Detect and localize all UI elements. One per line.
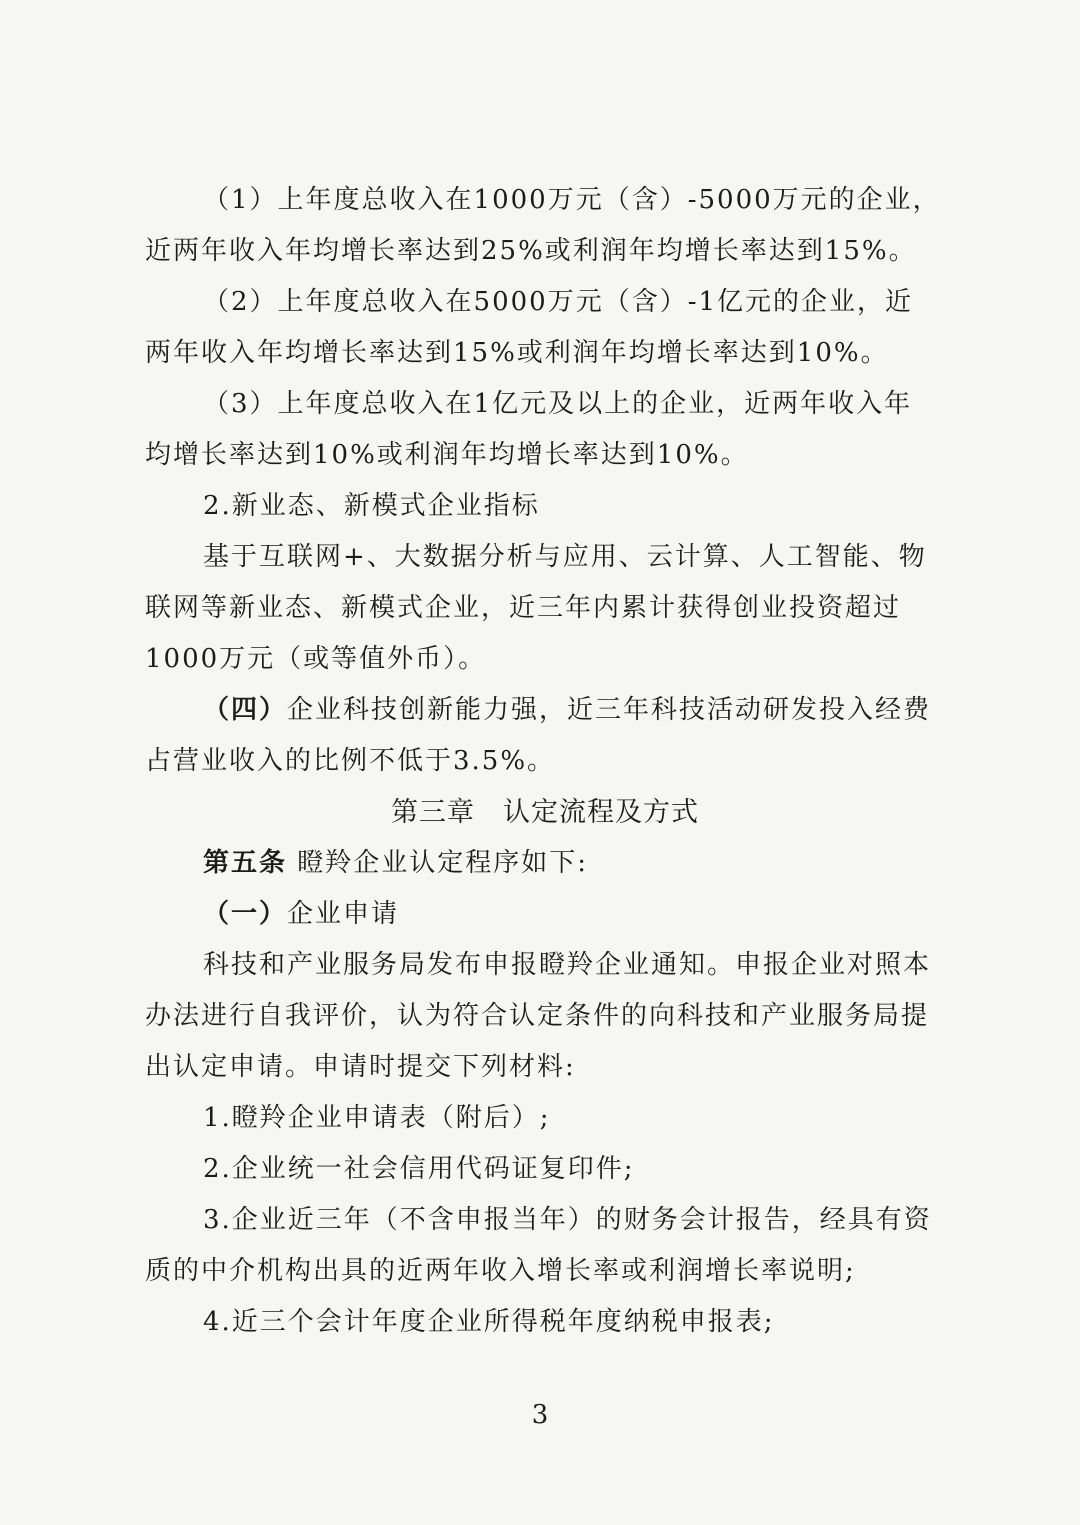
chapter-title: 认定流程及方式 bbox=[503, 797, 699, 828]
text-line: 基于互联网+、大数据分析与应用、云计算、人工智能、物 bbox=[203, 542, 927, 572]
page-number: 3 bbox=[531, 1400, 549, 1430]
text-line: 联网等新业态、新模式企业，近三年内累计获得创业投资超过 bbox=[145, 593, 902, 623]
list-item: 2.企业统一社会信用代码证复印件; bbox=[203, 1154, 635, 1184]
text-line: 办法进行自我评价，认为符合认定条件的向科技和产业服务局提 bbox=[145, 1001, 930, 1031]
section-four-text: 企业科技创新能力强，近三年科技活动研发投入经费 bbox=[287, 695, 932, 725]
article-five-label: 第五条 bbox=[203, 848, 288, 878]
text-line: （3）上年度总收入在1亿元及以上的企业，近两年收入年 bbox=[203, 389, 913, 419]
text-line: 科技和产业服务局发布申报瞪羚企业通知。申报企业对照本 bbox=[203, 950, 932, 980]
text-line: 2.新业态、新模式企业指标 bbox=[203, 491, 540, 521]
chapter-heading bbox=[145, 787, 945, 838]
text-line: 1000万元（或等值外币）。 bbox=[145, 644, 487, 674]
text-line: 两年收入年均增长率达到15%或利润年均增长率达到10%。 bbox=[145, 338, 889, 368]
chapter-number: 第三章 bbox=[391, 797, 475, 828]
text-line: 出认定申请。申请时提交下列材料: bbox=[145, 1052, 576, 1082]
step-one-text: 企业申请 bbox=[287, 899, 400, 929]
article-five-line bbox=[145, 838, 945, 889]
text-line: 近两年收入年均增长率达到25%或利润年均增长率达到15%。 bbox=[145, 236, 917, 266]
text-line: 均增长率达到10%或利润年均增长率达到10%。 bbox=[145, 440, 749, 470]
text-line: 质的中介机构出具的近两年收入增长率或利润增长率说明; bbox=[145, 1256, 856, 1286]
section-four-label: （四） bbox=[203, 695, 288, 725]
step-one-line bbox=[145, 889, 945, 940]
list-item: 4.近三个会计年度企业所得税年度纳税申报表; bbox=[203, 1307, 775, 1337]
text-line: 占营业收入的比例不低于3.5%。 bbox=[145, 746, 556, 776]
step-one-label: （一） bbox=[203, 899, 288, 929]
list-item: 1.瞪羚企业申请表（附后）; bbox=[203, 1103, 551, 1133]
list-item: 3.企业近三年（不含申报当年）的财务会计报告，经具有资 bbox=[203, 1205, 932, 1235]
article-five-text: 瞪羚企业认定程序如下: bbox=[297, 848, 589, 878]
document-body bbox=[145, 175, 945, 1348]
section-four-line bbox=[145, 685, 945, 736]
text-line: （1）上年度总收入在1000万元（含）-5000万元的企业， bbox=[203, 185, 941, 215]
text-line: （2）上年度总收入在5000万元（含）-1亿元的企业，近 bbox=[203, 287, 914, 317]
